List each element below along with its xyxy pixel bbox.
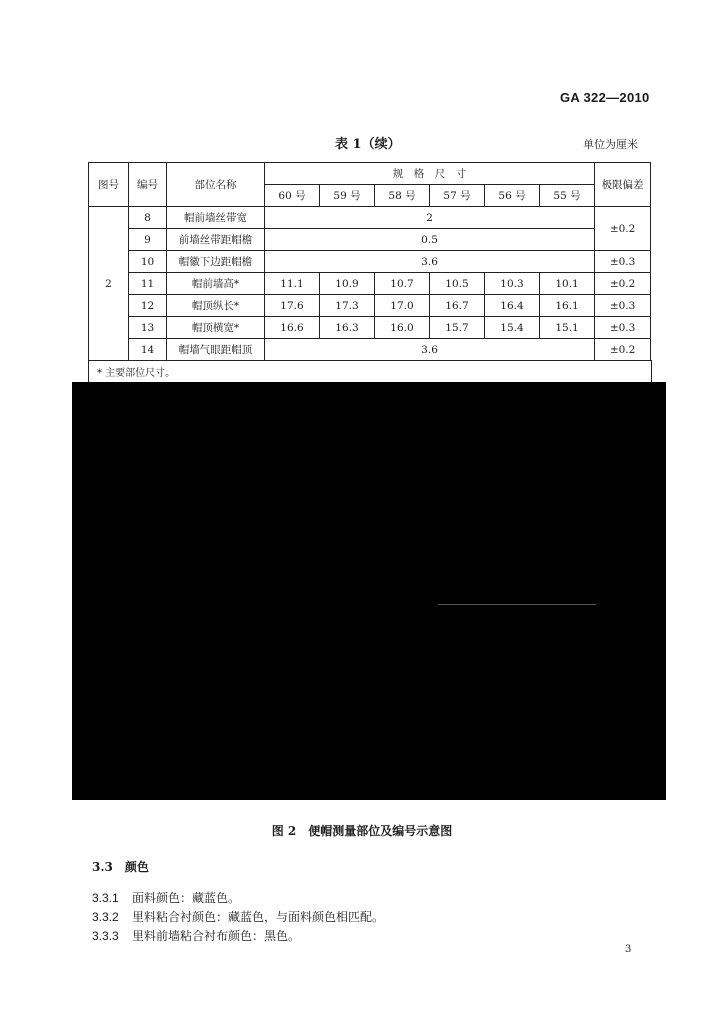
row-value: 10.9 (320, 273, 375, 295)
row-no: 9 (129, 229, 167, 251)
row-tolerance: ±0.2 (595, 339, 651, 361)
size-58: 58 号 (375, 185, 430, 207)
row-tolerance: ±0.3 (595, 251, 651, 273)
clause-3-3-3 (92, 927, 300, 944)
row-no: 13 (129, 317, 167, 339)
clause-number: 3.3.3 (92, 929, 119, 943)
table-row (89, 273, 651, 295)
row-tolerance: ±0.2 (595, 207, 651, 251)
row-tolerance: ±0.2 (595, 273, 651, 295)
row-no: 11 (129, 273, 167, 295)
row-part: 帽前墙丝带宽 (167, 207, 265, 229)
table-row (89, 339, 651, 361)
clause-number: 3.3.2 (92, 910, 119, 924)
row-value: 17.0 (375, 295, 430, 317)
row-part: 帽顶纵长* (167, 295, 265, 317)
clause-text: 里料前墙粘合衬布颜色：黑色。 (132, 929, 301, 943)
row-value: 15.1 (540, 317, 595, 339)
row-value: 10.3 (485, 273, 540, 295)
row-value: 10.5 (430, 273, 485, 295)
row-merged-value: 3.6 (265, 339, 595, 361)
figure-image-redacted (72, 382, 666, 800)
row-part: 帽徽下边距帽檐 (167, 251, 265, 273)
footnote-text: * 主要部位尺寸。 (97, 368, 176, 379)
table-unit: 单位为厘米 (583, 138, 638, 151)
row-tolerance: ±0.3 (595, 295, 651, 317)
header-no: 编号 (129, 163, 167, 207)
row-merged-value: 0.5 (265, 229, 595, 251)
row-part: 帽墙气眼距帽顶 (167, 339, 265, 361)
table-row (89, 295, 651, 317)
header-part-name: 部位名称 (167, 163, 265, 207)
clause-text: 面料颜色：藏蓝色。 (132, 891, 241, 905)
row-value: 16.3 (320, 317, 375, 339)
row-value: 16.1 (540, 295, 595, 317)
row-value: 10.7 (375, 273, 430, 295)
row-merged-value: 2 (265, 207, 595, 229)
table-row (89, 317, 651, 339)
clause-text: 里料粘合衬颜色：藏蓝色，与面料颜色相匹配。 (132, 910, 385, 924)
spec-table (88, 162, 651, 361)
row-value: 16.7 (430, 295, 485, 317)
fig-number-cell: 2 (89, 207, 129, 361)
row-no: 10 (129, 251, 167, 273)
row-merged-value: 3.6 (265, 251, 595, 273)
table-row (89, 229, 651, 251)
row-tolerance: ±0.3 (595, 317, 651, 339)
table-row (89, 251, 651, 273)
table-footnote (88, 360, 652, 382)
row-part: 前墙丝带距帽檐 (167, 229, 265, 251)
header-fig-no: 图号 (89, 163, 129, 207)
row-value: 15.4 (485, 317, 540, 339)
clause-3-3-1 (92, 889, 240, 906)
clause-number: 3.3.1 (92, 891, 119, 905)
section-heading: 3.3 颜色 (92, 860, 149, 874)
page-number: 3 (625, 944, 632, 955)
figure-caption: 图 2 便帽测量部位及编号示意图 (271, 824, 453, 838)
row-value: 16.0 (375, 317, 430, 339)
row-no: 8 (129, 207, 167, 229)
row-no: 12 (129, 295, 167, 317)
row-value: 16.6 (265, 317, 320, 339)
header-spec: 规 格 尺 寸 (265, 163, 595, 185)
size-60: 60 号 (265, 185, 320, 207)
table-caption: 表 1（续） (335, 137, 401, 152)
table-header-row (89, 163, 651, 185)
size-59: 59 号 (320, 185, 375, 207)
row-value: 10.1 (540, 273, 595, 295)
size-57: 57 号 (430, 185, 485, 207)
row-value: 17.6 (265, 295, 320, 317)
table-row (89, 207, 651, 229)
size-56: 56 号 (485, 185, 540, 207)
clause-3-3-2 (92, 908, 384, 925)
standard-number: GA 322—2010 (560, 90, 650, 105)
figure-line-artifact (438, 604, 596, 605)
size-55: 55 号 (540, 185, 595, 207)
row-part: 帽顶横宽* (167, 317, 265, 339)
row-value: 11.1 (265, 273, 320, 295)
header-tolerance: 极限偏差 (595, 163, 651, 207)
row-no: 14 (129, 339, 167, 361)
row-value: 16.4 (485, 295, 540, 317)
row-value: 17.3 (320, 295, 375, 317)
row-part: 帽前墙高* (167, 273, 265, 295)
row-value: 15.7 (430, 317, 485, 339)
